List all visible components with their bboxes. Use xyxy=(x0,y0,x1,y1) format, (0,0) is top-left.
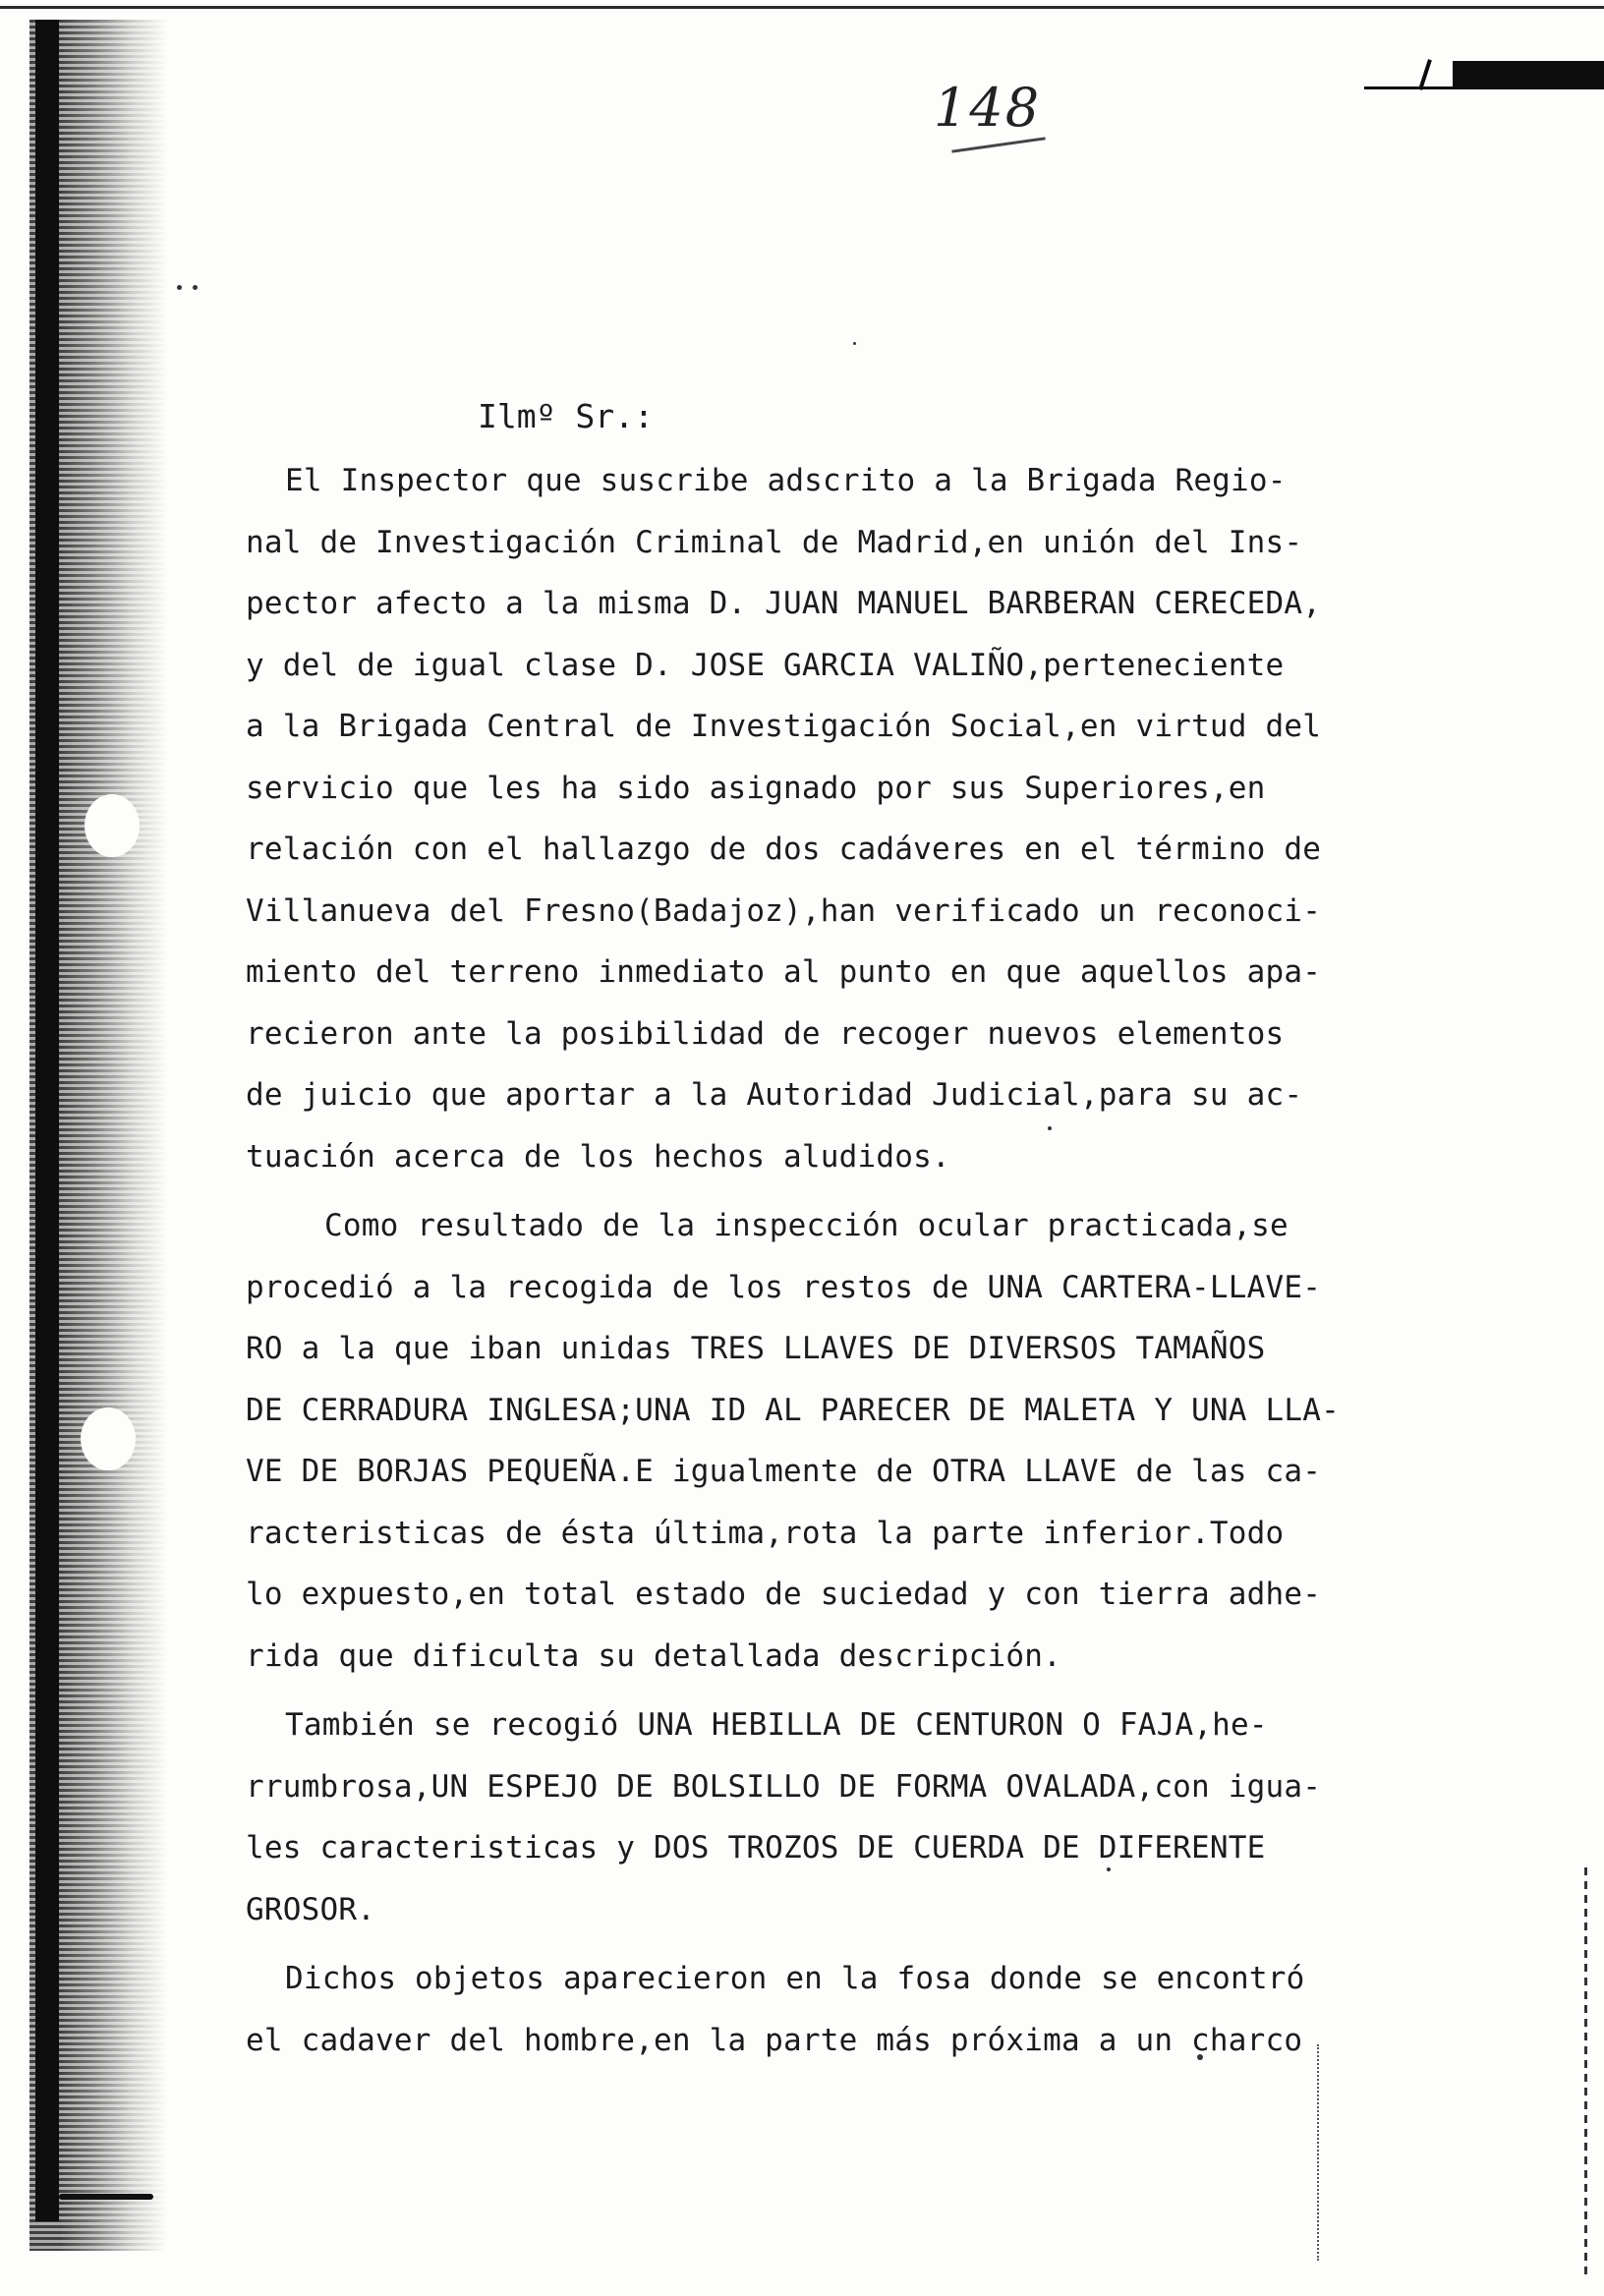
text-line: racteristicas de ésta última,rota la parte inferior.Todo xyxy=(246,1515,1285,1551)
speck xyxy=(853,342,856,345)
punch-hole-icon xyxy=(81,1407,136,1470)
speck xyxy=(177,285,182,290)
text-line: El Inspector que suscribe adscrito a la Brigada Regio- xyxy=(285,463,1287,498)
text-line: DE CERRADURA INGLESA;UNA ID AL PARECER DE MALETA Y UNA LLA- xyxy=(246,1392,1340,1428)
top-border-line xyxy=(0,6,1604,9)
binding-bottom-stroke xyxy=(59,2194,153,2200)
text-line: miento del terreno inmediato al punto en que aquellos apa- xyxy=(246,954,1322,990)
text-line: a la Brigada Central de Investigación Social,en virtud del xyxy=(246,709,1322,744)
text-line: el cadaver del hombre,en la parte más próxima a un charco xyxy=(246,2022,1303,2058)
text-line: RO a la que iban unidas TRES LLAVES DE DIVERSOS TAMAÑOS xyxy=(246,1331,1266,1366)
text-line: También se recogió UNA HEBILLA DE CENTURON O FAJA,he- xyxy=(285,1707,1268,1743)
paragraph-2 xyxy=(246,1195,1356,1687)
letter-body xyxy=(246,450,1356,2071)
punch-hole-icon xyxy=(85,794,140,857)
margin-dotted-marks xyxy=(1317,2044,1343,2261)
text-line: servicio que les ha sido asignado por sus Superiores,en xyxy=(246,770,1266,806)
text-line: rrumbrosa,UN ESPEJO DE BOLSILLO DE FORMA OVALADA,con igua- xyxy=(246,1768,1322,1805)
right-edge-marks xyxy=(1584,1867,1587,2280)
text-line: rida que dificulta su detallada descripción. xyxy=(246,1637,1061,1674)
text-line: lo expuesto,en total estado de suciedad y con tierra adhe- xyxy=(246,1577,1322,1612)
speck xyxy=(193,285,198,290)
text-line: les caracteristicas y DOS TROZOS DE CUERDA DE DIFERENTE xyxy=(246,1830,1266,1866)
text-line: de juicio que aportar a la Autoridad Judicial,para su ac- xyxy=(246,1077,1303,1113)
text-line: y del de igual clase D. JOSE GARCIA VALIÑO,perteneciente xyxy=(246,647,1285,683)
text-line: Villanueva del Fresno(Badajoz),han verificado un reconoci- xyxy=(246,892,1322,929)
text-line: tuación acerca de los hechos aludidos. xyxy=(246,1138,950,1175)
binding-edge xyxy=(35,20,59,2221)
text-line: Como resultado de la inspección ocular practicada,se xyxy=(324,1208,1289,1243)
paragraph-1 xyxy=(246,450,1356,1187)
corner-block xyxy=(1453,61,1604,88)
text-line: pector afecto a la misma D. JUAN MANUEL BARBERAN CERECEDA, xyxy=(246,586,1322,621)
text-line: procedió a la recogida de los restos de UNA CARTERA-LLAVE- xyxy=(246,1269,1322,1305)
text-line: recieron ante la posibilidad de recoger nuevos elementos xyxy=(246,1015,1285,1052)
salutation: Ilmº Sr.: xyxy=(478,397,654,435)
text-line: Dichos objetos aparecieron en la fosa donde se encontró xyxy=(285,1961,1305,1996)
text-line: relación con el hallazgo de dos cadáveres en el término de xyxy=(246,832,1322,867)
text-line: VE DE BORJAS PEQUEÑA.E igualmente de OTRA LLAVE de las ca- xyxy=(246,1454,1322,1489)
handwritten-page-number: 148 xyxy=(934,77,1042,139)
text-line: GROSOR. xyxy=(246,1891,376,1927)
page-number-underline xyxy=(951,137,1045,152)
corner-mark xyxy=(1364,61,1604,90)
text-line: nal de Investigación Criminal de Madrid,en unión del Ins- xyxy=(246,524,1303,560)
paragraph-3 xyxy=(246,1694,1356,1940)
paragraph-4 xyxy=(246,1948,1356,2071)
